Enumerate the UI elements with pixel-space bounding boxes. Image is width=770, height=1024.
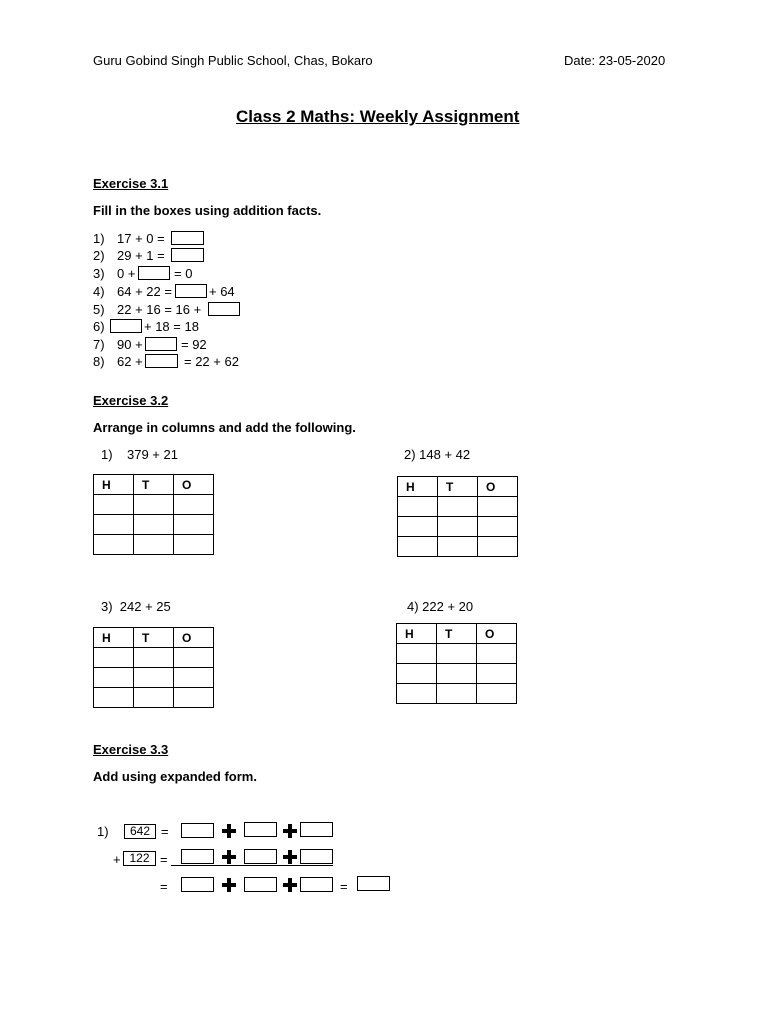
header-hundreds: H xyxy=(398,477,438,497)
answer-box-1[interactable] xyxy=(171,231,204,245)
exercise-3-2-instruction: Arrange in columns and add the following. xyxy=(93,420,356,435)
cell[interactable] xyxy=(397,644,437,664)
cell[interactable] xyxy=(174,515,214,535)
cell[interactable] xyxy=(134,688,174,708)
exercise-3-2-title: Exercise 3.2 xyxy=(93,393,169,408)
answer-box-3[interactable] xyxy=(138,266,170,280)
header-ones: O xyxy=(174,628,214,648)
cell[interactable] xyxy=(174,648,214,668)
total-box[interactable] xyxy=(357,876,390,891)
addition-underline xyxy=(171,865,333,866)
item-7-rest: = 92 xyxy=(181,337,207,352)
header-tens: T xyxy=(134,628,174,648)
equals-sign-3: = xyxy=(160,879,168,894)
first-number-box: 642 xyxy=(124,824,156,839)
date-label: Date: 23-05-2020 xyxy=(564,53,666,68)
cell[interactable] xyxy=(174,495,214,515)
equals-sign-1: = xyxy=(161,824,169,839)
item-4-expression: 64 + 22 = xyxy=(117,284,172,299)
cell[interactable] xyxy=(478,517,518,537)
ones-box-2[interactable] xyxy=(300,849,333,864)
exercise-3-3-title: Exercise 3.3 xyxy=(93,742,169,757)
cell[interactable] xyxy=(174,535,214,555)
item-2-number: 2) xyxy=(93,248,105,263)
header-tens: T xyxy=(438,477,478,497)
cell[interactable] xyxy=(437,664,477,684)
item-5-number: 5) xyxy=(93,302,105,317)
second-number-box: 122 xyxy=(123,851,156,866)
plus-icon xyxy=(222,850,236,864)
problem-3-label: 3) 242 + 25 xyxy=(101,599,171,614)
plus-icon xyxy=(283,878,297,892)
item-5-expression: 22 + 16 = 16 + xyxy=(117,302,202,317)
exercise-3-1-title: Exercise 3.1 xyxy=(93,176,169,191)
cell[interactable] xyxy=(134,535,174,555)
problem-1-label: 1) 379 + 21 xyxy=(101,447,178,462)
cell[interactable] xyxy=(477,664,517,684)
item-8-number: 8) xyxy=(93,354,105,369)
answer-box-6[interactable] xyxy=(110,319,142,333)
item-8-rest: = 22 + 62 xyxy=(184,354,239,369)
answer-box-7[interactable] xyxy=(145,337,177,351)
hundreds-box-3[interactable] xyxy=(181,877,214,892)
cell[interactable] xyxy=(94,688,134,708)
equals-sign-4: = xyxy=(340,879,348,894)
cell[interactable] xyxy=(94,535,134,555)
header-ones: O xyxy=(478,477,518,497)
cell[interactable] xyxy=(94,495,134,515)
cell[interactable] xyxy=(478,497,518,517)
item-6-rest: + 18 = 18 xyxy=(144,319,199,334)
cell[interactable] xyxy=(398,497,438,517)
problem-4-label: 4) 222 + 20 xyxy=(407,599,474,614)
exp-number: 1) xyxy=(97,824,109,839)
exercise-3-3-instruction: Add using expanded form. xyxy=(93,769,257,784)
cell[interactable] xyxy=(398,517,438,537)
cell[interactable] xyxy=(94,648,134,668)
answer-box-8[interactable] xyxy=(145,354,178,368)
equals-sign-2: = xyxy=(160,852,168,867)
plus-icon xyxy=(222,878,236,892)
tens-box-2[interactable] xyxy=(244,849,277,864)
plus-icon xyxy=(222,824,236,838)
cell[interactable] xyxy=(477,684,517,704)
hto-table-2 xyxy=(397,476,518,557)
hto-table-3 xyxy=(93,627,214,708)
item-3-rest: = 0 xyxy=(174,266,193,281)
cell[interactable] xyxy=(94,668,134,688)
header-tens: T xyxy=(134,475,174,495)
cell[interactable] xyxy=(437,684,477,704)
cell[interactable] xyxy=(477,644,517,664)
answer-box-5[interactable] xyxy=(208,302,240,316)
cell[interactable] xyxy=(397,684,437,704)
cell[interactable] xyxy=(174,668,214,688)
header-ones: O xyxy=(174,475,214,495)
item-3-number: 3) xyxy=(93,266,105,281)
item-1-expression: 17 + 0 = xyxy=(117,231,165,246)
cell[interactable] xyxy=(134,668,174,688)
item-3-expression: 0 + xyxy=(117,266,136,281)
header-hundreds: H xyxy=(397,624,437,644)
exercise-3-1-instruction: Fill in the boxes using addition facts. xyxy=(93,203,322,218)
ones-box-3[interactable] xyxy=(300,877,333,892)
cell[interactable] xyxy=(134,515,174,535)
hto-table-4 xyxy=(396,623,517,704)
tens-box-1[interactable] xyxy=(244,822,277,837)
school-name: Guru Gobind Singh Public School, Chas, Bokaro xyxy=(93,53,373,68)
plus-icon xyxy=(283,824,297,838)
tens-box-3[interactable] xyxy=(244,877,277,892)
cell[interactable] xyxy=(94,515,134,535)
cell[interactable] xyxy=(438,517,478,537)
cell[interactable] xyxy=(134,648,174,668)
cell[interactable] xyxy=(398,537,438,557)
item-4-number: 4) xyxy=(93,284,105,299)
header-hundreds: H xyxy=(94,628,134,648)
answer-box-2[interactable] xyxy=(171,248,204,262)
ones-box-1[interactable] xyxy=(300,822,333,837)
cell[interactable] xyxy=(438,497,478,517)
item-7-number: 7) xyxy=(93,337,105,352)
header-tens: T xyxy=(437,624,477,644)
header-ones: O xyxy=(477,624,517,644)
hundreds-box-1[interactable] xyxy=(181,823,214,838)
cell[interactable] xyxy=(134,495,174,515)
item-2-expression: 29 + 1 = xyxy=(117,248,165,263)
item-7-expression: 90 + xyxy=(117,337,143,352)
cell[interactable] xyxy=(438,537,478,557)
cell[interactable] xyxy=(478,537,518,557)
page-title: Class 2 Maths: Weekly Assignment xyxy=(236,107,520,126)
item-1-number: 1) xyxy=(93,231,105,246)
cell[interactable] xyxy=(174,688,214,708)
answer-box-4[interactable] xyxy=(175,284,207,298)
plus-icon xyxy=(283,850,297,864)
item-6-number: 6) xyxy=(93,319,105,334)
problem-2-label: 2) 148 + 42 xyxy=(404,447,471,462)
header-hundreds: H xyxy=(94,475,134,495)
item-4-rest: + 64 xyxy=(209,284,235,299)
item-8-expression: 62 + xyxy=(117,354,143,369)
plus-sign-text: + xyxy=(113,852,121,867)
cell[interactable] xyxy=(397,664,437,684)
hundreds-box-2[interactable] xyxy=(181,849,214,864)
cell[interactable] xyxy=(437,644,477,664)
hto-table-1 xyxy=(93,474,214,555)
